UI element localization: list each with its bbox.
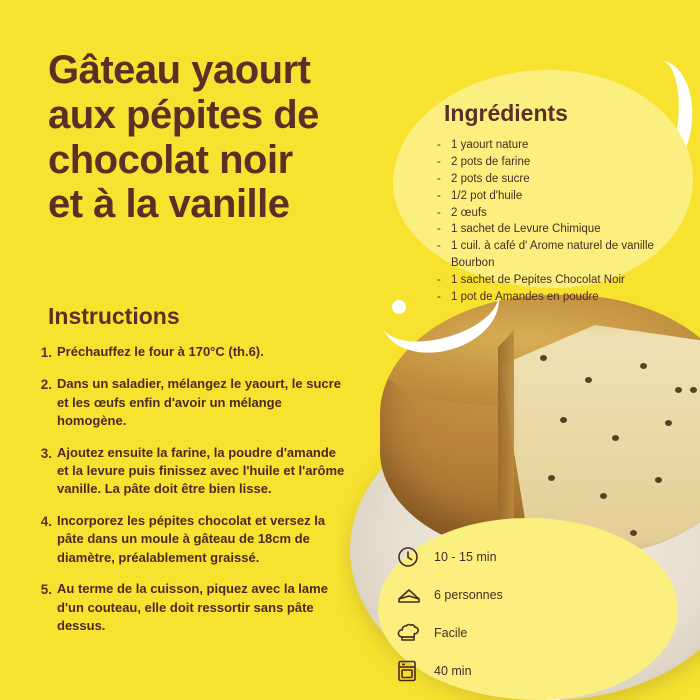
ingredient-text: 2 pots de sucre (451, 172, 530, 185)
meta-item-time (396, 540, 646, 574)
ingredient-text: 1 sachet de Pepites Chocolat Noir (451, 274, 625, 287)
list-item (437, 137, 667, 154)
ingredient-text: 1 sachet de Levure Chimique (451, 223, 601, 236)
step-text: Dans un saladier, mélangez le yaourt, le sucre et les œufs enfin d'avoir un mélange homogène. (57, 376, 341, 429)
step-text: Préchauffez le four à 170°C (th.6). (57, 344, 264, 359)
list-item (437, 188, 667, 205)
ingredient-text: 1/2 pot d'huile (451, 189, 523, 202)
meta-list (396, 540, 646, 692)
step-number: 3. (40, 445, 52, 461)
bullet-dash: - (437, 274, 441, 287)
title-line-4: et à la vanille (48, 182, 290, 227)
ingredient-text: 1 cuil. à café d' Arome naturel de vanille Bourbon (451, 240, 654, 270)
step-text: Au terme de la cuisson, piquez avec la lame d'un couteau, elle doit ressortir sans pâte dessus. (57, 581, 328, 634)
bullet-dash: - (437, 172, 441, 185)
ingredient-text: 1 pot de Amandes en poudre (451, 291, 599, 304)
ingredients-list (437, 137, 667, 306)
list-item (437, 171, 667, 188)
step-number: 5. (40, 582, 52, 598)
list-item (437, 272, 667, 289)
list-item (30, 512, 350, 567)
brush-dot-icon (392, 300, 406, 314)
list-item (30, 444, 350, 499)
cake-cut-face (500, 325, 700, 550)
clock-icon (396, 545, 426, 569)
meta-label: 6 personnes (434, 588, 503, 602)
ingredient-text: 2 œufs (451, 206, 487, 219)
meta-item-servings (396, 578, 646, 612)
instructions-list (30, 343, 350, 649)
list-item (30, 375, 350, 430)
list-item (437, 238, 667, 272)
meta-item-difficulty (396, 616, 646, 650)
title-line-3: chocolat noir (48, 137, 293, 182)
bullet-dash: - (437, 189, 441, 202)
step-number: 4. (40, 513, 52, 529)
title-line-2: aux pépites de (48, 92, 319, 137)
list-item (437, 289, 667, 306)
cake-crust-edge (498, 321, 514, 541)
cake-slice-icon (396, 583, 426, 607)
ingredient-text: 1 yaourt nature (451, 139, 529, 151)
ingredients-heading: Ingrédients (444, 100, 568, 126)
bullet-dash: - (437, 206, 441, 219)
list-item (437, 205, 667, 222)
step-text: Ajoutez ensuite la farine, la poudre d'amande et la levure puis finissez avec l'huile et l'arôme vanille. La pâte doit être bien lisse. (57, 444, 345, 497)
list-item (437, 154, 667, 171)
bullet-dash: - (437, 291, 441, 304)
step-number: 1. (40, 345, 52, 360)
title-line-1: Gâteau yaourt (48, 48, 311, 92)
meta-label: 10 - 15 min (434, 550, 497, 564)
bullet-dash: - (437, 155, 441, 168)
meta-label: Facile (434, 626, 468, 640)
ingredient-text: 2 pots de farine (451, 155, 531, 168)
page-title (48, 48, 398, 227)
bullet-dash: - (437, 139, 441, 151)
bullet-dash: - (437, 240, 441, 253)
oven-icon (396, 659, 426, 683)
step-text: Incorporez les pépites chocolat et versez la pâte dans un moule à gâteau de 18cm de diamètre, préalablement graissé. (57, 512, 326, 565)
meta-item-baking-time (396, 654, 646, 688)
bullet-dash: - (437, 223, 441, 236)
list-item (30, 343, 350, 362)
list-item (437, 221, 667, 238)
chef-hat-icon (396, 621, 426, 645)
list-item (30, 580, 350, 635)
instructions-heading: Instructions (48, 303, 180, 329)
step-number: 2. (40, 377, 52, 393)
meta-label: 40 min (434, 664, 472, 678)
